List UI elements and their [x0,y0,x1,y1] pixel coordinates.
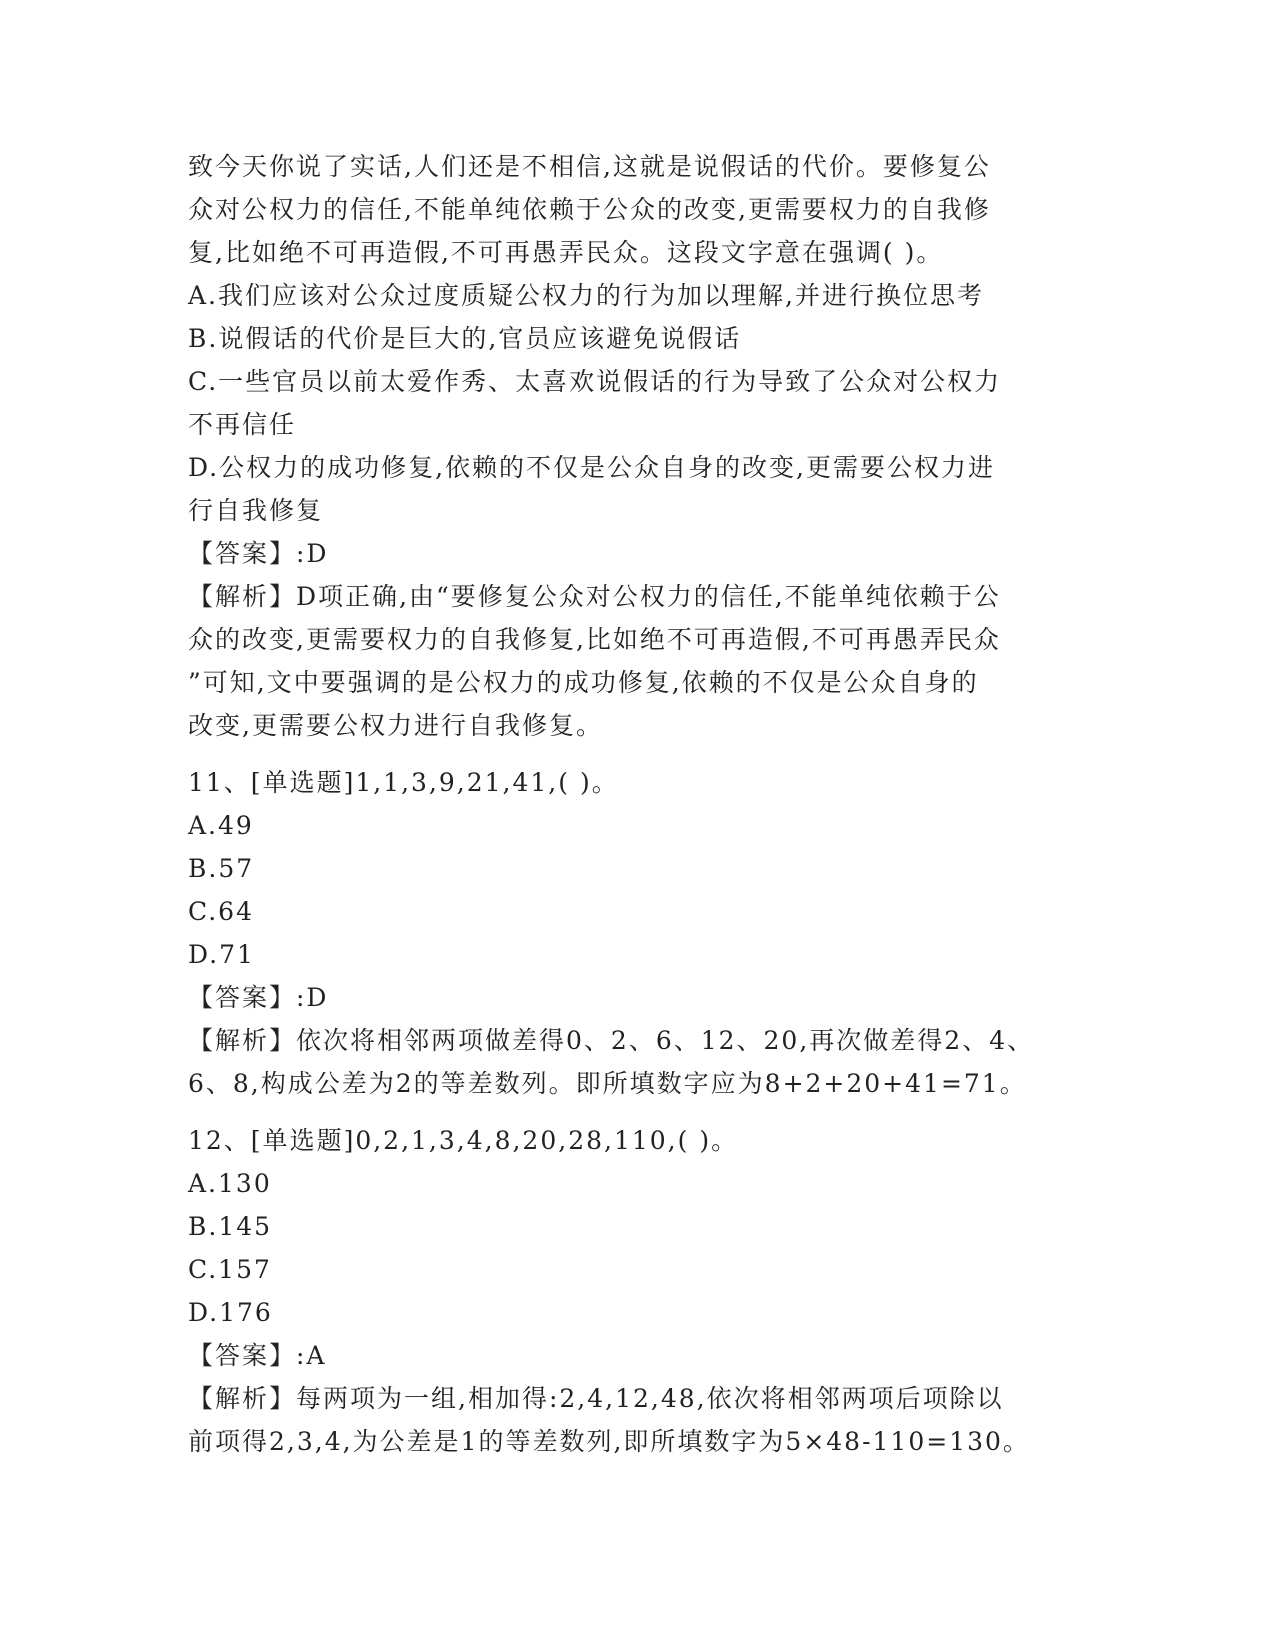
question-stem-line: 复,比如绝不可再造假,不可再愚弄民众。这段文字意在强调( )。 [188,238,944,267]
question-stem-line: 众对公权力的信任,不能单纯依赖于公众的改变,更需要权力的自我修 [188,195,991,224]
option-d: D.71 [188,940,255,969]
question-stem-line: 致今天你说了实话,人们还是不相信,这就是说假话的代价。要修复公 [188,152,991,181]
option-c: C.一些官员以前太爱作秀、太喜欢说假话的行为导致了公众对公权力 [188,367,1002,396]
option-c: C.64 [188,897,254,926]
option-b: B.145 [188,1212,273,1241]
option-a: A.我们应该对公众过度质疑公权力的行为加以理解,并进行换位思考 [188,281,984,310]
option-c: C.157 [188,1255,272,1284]
option-d: D.176 [188,1298,273,1327]
option-d: D.公权力的成功修复,依赖的不仅是公众自身的改变,更需要公权力进 [188,453,995,482]
document-page [188,145,1088,1463]
question-12-block [188,1119,1088,1463]
analysis-line: 众的改变,更需要权力的自我修复,比如绝不可再造假,不可再愚弄民众 [188,625,1001,654]
question-10-block [188,145,1088,747]
question-stem: 12、[单选题]0,2,1,3,4,8,20,28,110,( )。 [188,1126,739,1155]
question-stem: 11、[单选题]1,1,3,9,21,41,( )。 [188,768,619,797]
option-b: B.57 [188,854,255,883]
analysis-line: 【解析】D项正确,由“要修复公众对公权力的信任,不能单纯依赖于公 [188,582,1001,611]
answer-line: 【答案】:D [188,983,329,1012]
analysis-line: 【解析】依次将相邻两项做差得0、2、6、12、20,再次做差得2、4、 [188,1026,1035,1055]
option-a: A.49 [188,811,254,840]
spacer [188,1105,1088,1119]
option-c-continued: 不再信任 [188,410,297,439]
analysis-line: ”可知,文中要强调的是公权力的成功修复,依赖的不仅是公众自身的 [188,668,979,697]
analysis-line: 【解析】每两项为一组,相加得:2,4,12,48,依次将相邻两项后项除以 [188,1384,1004,1413]
answer-line: 【答案】:A [188,1341,327,1370]
analysis-line: 6、8,构成公差为2的等差数列。即所填数字应为8+2+20+41=71。 [188,1069,1027,1098]
option-a: A.130 [188,1169,272,1198]
analysis-line: 改变,更需要公权力进行自我修复。 [188,711,603,740]
spacer [188,747,1088,761]
answer-line: 【答案】:D [188,539,329,568]
option-d-continued: 行自我修复 [188,496,324,525]
option-b: B.说假话的代价是巨大的,官员应该避免说假话 [188,324,742,353]
question-11-block [188,761,1088,1105]
analysis-line: 前项得2,3,4,为公差是1的等差数列,即所填数字为5×48-110=130。 [188,1427,1030,1456]
